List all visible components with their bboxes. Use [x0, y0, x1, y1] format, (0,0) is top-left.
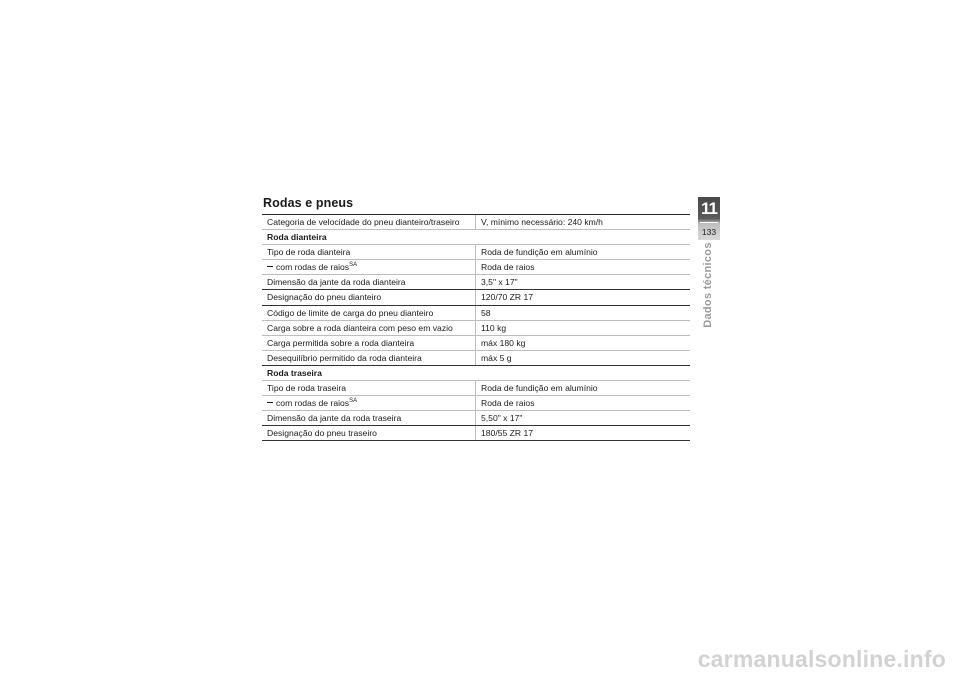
row-value: 5,50" x 17" — [481, 413, 523, 424]
chapter-tab-divider — [700, 222, 718, 223]
table-row — [262, 426, 690, 441]
section-row-rear — [262, 366, 690, 381]
table-row — [262, 336, 690, 351]
row-value: Roda de fundição em alumínio — [481, 247, 598, 258]
row-label: Código de limite de carga do pneu dianteiro — [262, 306, 476, 320]
table-row — [262, 381, 690, 396]
row-value: máx 180 kg — [481, 337, 526, 348]
row-label: Dimensão da jante da roda traseira — [262, 411, 476, 425]
row-label: Tipo de roda traseira — [262, 381, 476, 395]
table-row — [262, 260, 690, 275]
section-title: Roda traseira — [267, 367, 322, 378]
row-label: Categoria de velocidade do pneu dianteiro/traseiro — [262, 215, 476, 229]
table-row — [262, 290, 690, 305]
table-row — [262, 321, 690, 336]
specifications-table — [262, 214, 690, 441]
row-value: 180/55 ZR 17 — [481, 428, 534, 439]
table-row — [262, 411, 690, 426]
row-value: Roda de fundição em alumínio — [481, 383, 598, 394]
table-row — [262, 396, 690, 411]
option-superscript: SA — [349, 262, 358, 269]
table-row — [262, 245, 690, 260]
row-value: 58 — [481, 307, 491, 318]
chapter-number: 11 — [701, 199, 717, 218]
section-row-front — [262, 230, 690, 245]
row-value: V, mínimo necessário: 240 km/h — [481, 217, 603, 227]
row-label-cell — [262, 396, 476, 410]
table-row — [262, 215, 690, 230]
row-value: 110 kg — [481, 322, 507, 333]
row-label: com rodas de raios — [276, 262, 350, 273]
row-label: Dimensão da jante da roda dianteira — [262, 275, 476, 289]
row-label: Designação do pneu dianteiro — [262, 290, 476, 304]
row-label: Carga sobre a roda dianteira com peso em vazio — [262, 321, 476, 335]
row-label: com rodas de raios — [276, 398, 350, 409]
table-row — [262, 275, 690, 290]
page-number: 133 — [701, 227, 717, 237]
section-heading: Rodas e pneus — [263, 196, 354, 210]
table-row — [262, 306, 690, 321]
row-label: Designação do pneu traseiro — [262, 426, 476, 440]
row-value: 3,5" x 17" — [481, 277, 518, 288]
row-label: Carga permitida sobre a roda dianteira — [262, 336, 476, 350]
row-label: Tipo de roda dianteira — [262, 245, 476, 259]
dash-icon — [267, 402, 273, 403]
row-value: máx 5 g — [481, 352, 512, 363]
row-label: Desequilíbrio permitido da roda dianteira — [262, 351, 476, 365]
row-value: Roda de raios — [481, 262, 535, 273]
option-superscript: SA — [349, 398, 358, 405]
row-label-cell — [262, 260, 476, 274]
row-value: 120/70 ZR 17 — [481, 292, 534, 303]
table-row — [262, 351, 690, 366]
row-value: Roda de raios — [481, 398, 535, 409]
dash-icon — [267, 266, 273, 267]
chapter-side-label: Dados técnicos — [702, 242, 714, 328]
watermark: carmanualsonline.info — [697, 646, 946, 672]
section-title: Roda dianteira — [267, 232, 327, 243]
